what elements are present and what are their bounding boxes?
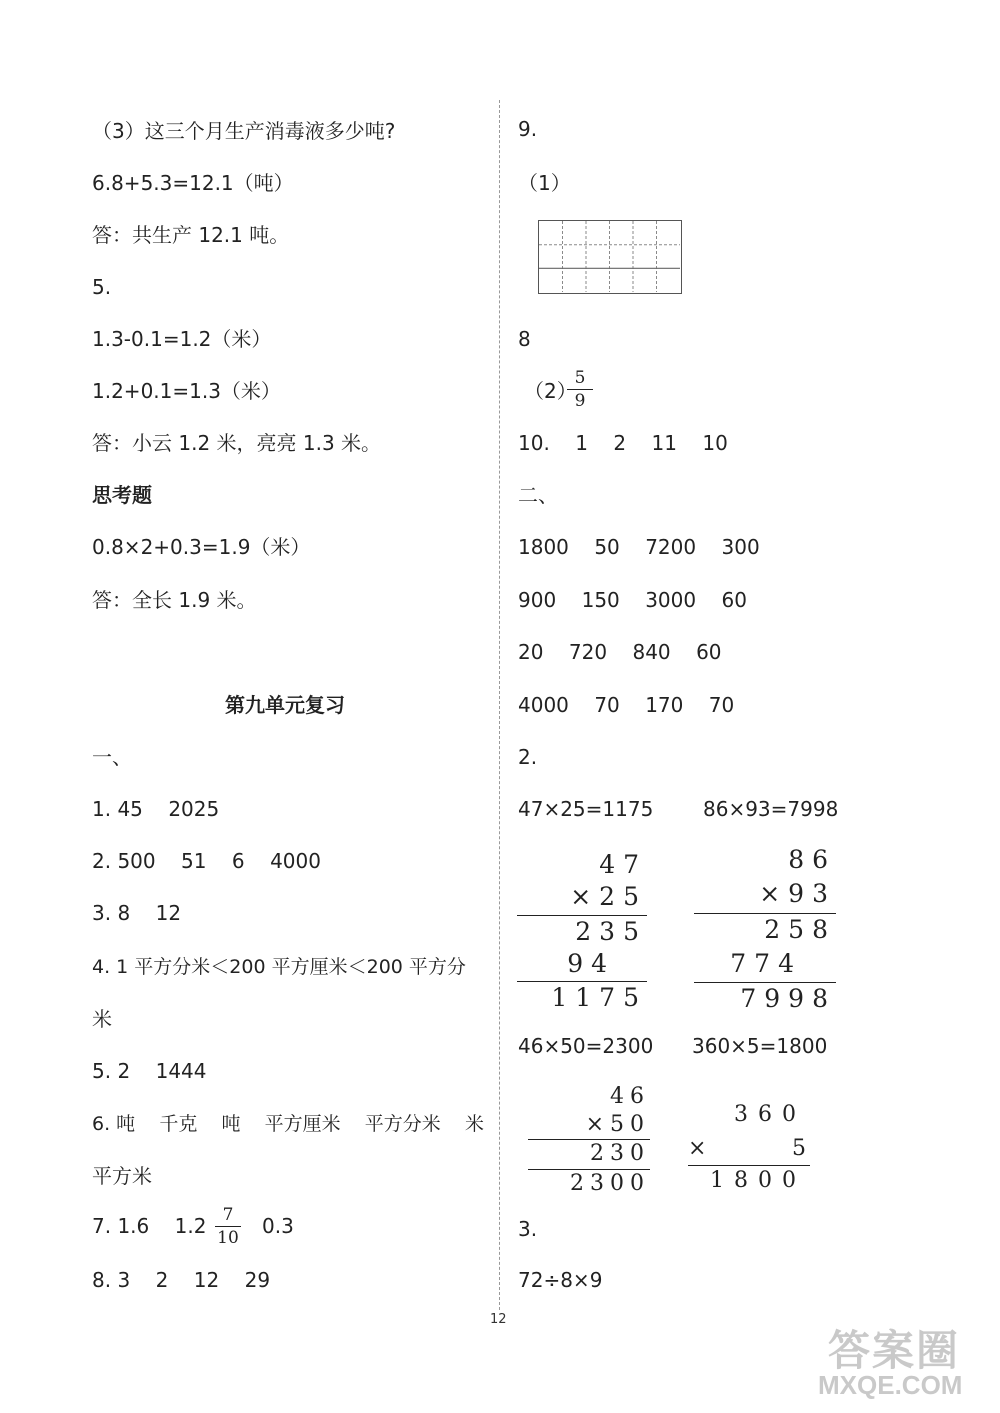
calc-row: 46 <box>610 1084 650 1109</box>
calc-row: ×50 <box>585 1112 650 1137</box>
page-number: 12 <box>490 1312 507 1327</box>
q9-part-1: （1） <box>518 171 571 195</box>
q10-answer: 10. 1 2 11 10 <box>518 431 728 455</box>
calc-row: ×93 <box>759 879 836 908</box>
q5-equation-2: 1.2+0.1=1.3（米） <box>92 379 281 403</box>
answer-4: 4. 1 平方分米＜200 平方厘米＜200 平方分 <box>92 956 466 978</box>
unit-title: 第九单元复习 <box>225 693 345 717</box>
thinking-answer: 答：全长 1.9 米。 <box>92 588 257 612</box>
fraction-denominator: 9 <box>574 391 586 411</box>
calc-row: 258 <box>764 915 836 944</box>
column-divider <box>499 100 500 1310</box>
q3-answer: 答：共生产 12.1 吨。 <box>92 223 290 247</box>
q5-equation-1: 1.3-0.1=1.2（米） <box>92 327 272 351</box>
calc-row: × <box>688 1136 715 1161</box>
calc-row: 47 <box>599 850 647 879</box>
equation-360x5: 360×5=1800 <box>692 1034 828 1058</box>
calc-row: 5 <box>792 1136 806 1161</box>
calc-row: 7998 <box>740 984 836 1013</box>
calc-rule <box>694 913 836 914</box>
grid-lines <box>539 221 680 292</box>
calc-row: ×25 <box>570 882 647 911</box>
watermark-logo: 答案圈 <box>828 1327 961 1374</box>
answer-3: 3. 8 12 <box>92 901 182 925</box>
q5-answer: 答：小云 1.2 米，亮亮 1.3 米。 <box>92 431 382 455</box>
answer-2: 2. 500 51 6 4000 <box>92 849 321 873</box>
oral-row-2: 900 150 3000 60 <box>518 588 747 612</box>
equation-86x93: 86×93=7998 <box>703 797 839 821</box>
calc-rule <box>517 981 647 982</box>
answer-1: 1. 45 2025 <box>92 797 220 821</box>
section-one: 一、 <box>92 745 132 769</box>
calc-row: 774 <box>730 949 802 978</box>
q3-equation-right: 72÷8×9 <box>518 1268 603 1292</box>
oral-row-1: 1800 50 7200 300 <box>518 535 760 559</box>
calc-rule <box>517 915 647 916</box>
calc-row: 2300 <box>570 1171 650 1196</box>
q9-part-2: （2） <box>524 379 577 403</box>
q9-fraction <box>567 368 593 411</box>
answer-4-cont: 米 <box>92 1007 112 1031</box>
answer-7-tail: 0.3 <box>262 1214 294 1238</box>
equation-47x25: 47×25=1175 <box>518 797 654 821</box>
watermark-url: MXQE.COM <box>818 1370 963 1400</box>
q3-question: （3）这三个月生产消毒液多少吨? <box>92 119 396 143</box>
vertical-calc-47x25 <box>517 850 647 1015</box>
q3-equation: 6.8+5.3=12.1（吨） <box>92 171 294 195</box>
answer-7: 7. 1.6 1.2 <box>92 1214 207 1238</box>
section-two: 二、 <box>518 483 558 507</box>
q9-number: 9. <box>518 117 538 141</box>
answer-6-cont: 平方米 <box>92 1164 152 1188</box>
answer-6: 6. 吨 千克 吨 平方厘米 平方分米 米 <box>92 1113 484 1135</box>
thinking-equation: 0.8×2+0.3=1.9（米） <box>92 535 311 559</box>
vertical-calc-46x50 <box>528 1082 650 1198</box>
answer-7-fraction <box>215 1205 241 1248</box>
calc-rule <box>694 982 836 983</box>
fraction-denominator: 10 <box>217 1228 239 1248</box>
oral-row-3: 20 720 840 60 <box>518 640 722 664</box>
answer-8: 8. 3 2 12 29 <box>92 1268 271 1292</box>
calc-row: 235 <box>575 917 647 946</box>
fraction-bar <box>215 1226 241 1227</box>
q2-number: 2. <box>518 745 538 769</box>
fraction-bar <box>567 389 593 390</box>
q5-number: 5. <box>92 275 112 299</box>
q9-answer: 8 <box>518 327 531 351</box>
q3-number-right: 3. <box>518 1217 538 1241</box>
fraction-numerator: 5 <box>574 368 586 388</box>
calc-row: 360 <box>734 1102 806 1127</box>
answer-5: 5. 2 1444 <box>92 1059 207 1083</box>
calc-row: 86 <box>788 845 836 874</box>
oral-row-4: 4000 70 170 70 <box>518 693 735 717</box>
calc-row: 94 <box>567 949 615 978</box>
equation-46x50: 46×50=2300 <box>518 1034 654 1058</box>
calc-row: 1175 <box>551 983 647 1012</box>
calc-row: 1800 <box>710 1168 806 1193</box>
calc-row: 230 <box>590 1141 650 1166</box>
fraction-numerator: 7 <box>222 1205 234 1225</box>
vertical-calc-86x93 <box>694 845 836 1015</box>
vertical-calc-360x5 <box>688 1100 810 1200</box>
grid-figure <box>538 220 682 294</box>
thinking-title: 思考题 <box>92 483 152 507</box>
